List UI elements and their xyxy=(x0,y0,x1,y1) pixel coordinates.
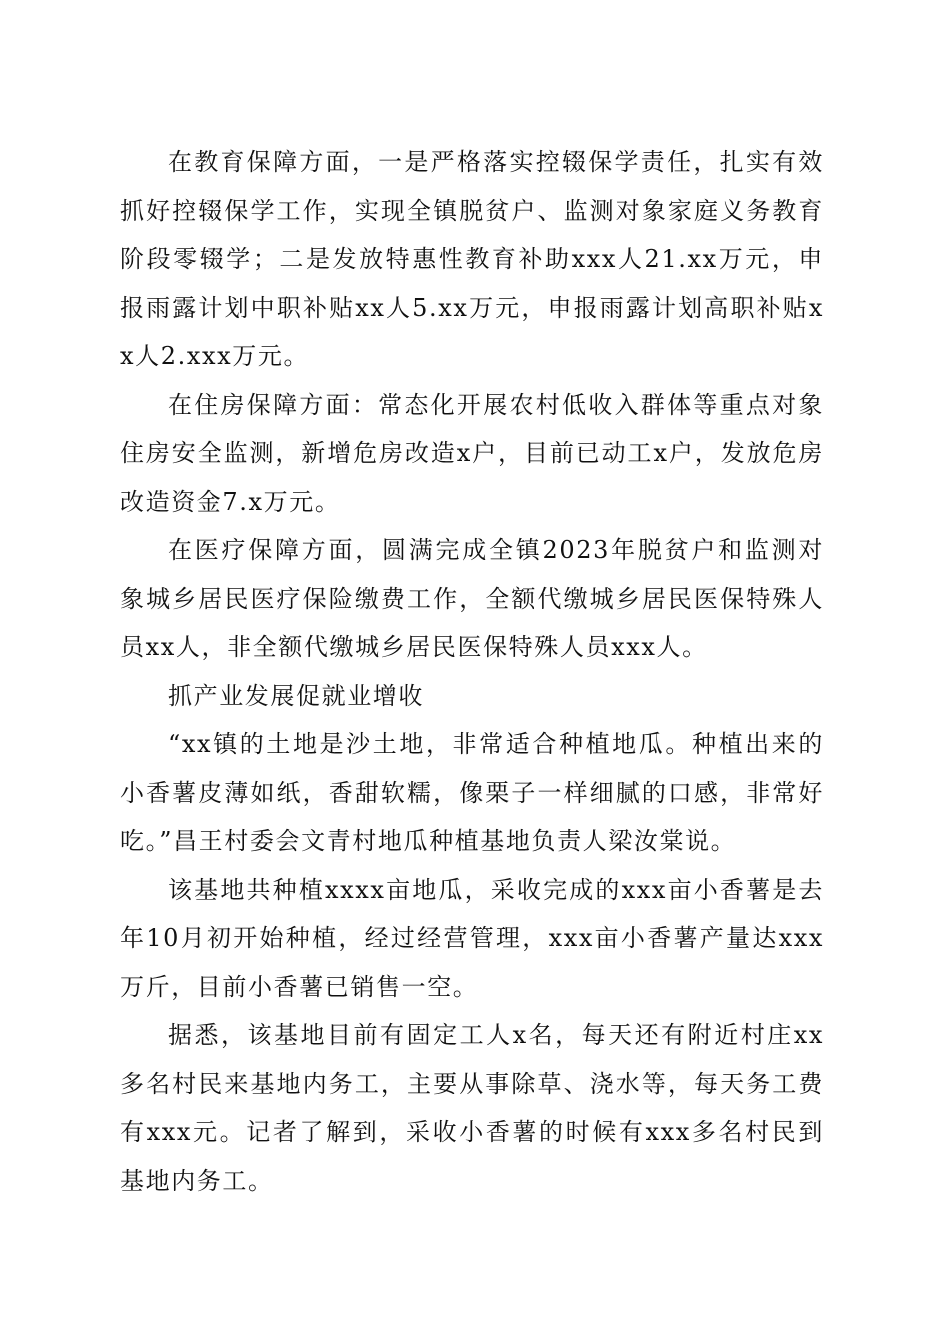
paragraph-education: 在教育保障方面，一是严格落实控辍保学责任，扎实有效抓好控辍保学工作，实现全镇脱贫户、监测对象家庭义务教育阶段零辍学；二是发放特惠性教育补助xxx人21.xx万元，申报雨露计划中职补贴xx人5.xx万元，申报雨露计划高职补贴xx人2.xxx万元。 xyxy=(120,148,824,370)
paragraph-medical: 在医疗保障方面，圆满完成全镇2023年脱贫户和监测对象城乡居民医疗保险缴费工作，全额代缴城乡居民医保特殊人员xx人，非全额代缴城乡居民医保特殊人员xxx人。 xyxy=(120,536,824,661)
section-heading-industry: 抓产业发展促就业增收 xyxy=(168,681,424,710)
paragraph-quote: “xx镇的土地是沙土地，非常适合种植地瓜。种植出来的小香薯皮薄如纸，香甜软糯，像栗子一样细腻的口感，非常好吃。”昌王村委会文青村地瓜种植基地负责人梁汝棠说。 xyxy=(120,730,824,855)
paragraph-planting: 该基地共种植xxxx亩地瓜，采收完成的xxx亩小香薯是去年10月初开始种植，经过经营管理，xxx亩小香薯产量达xxx万斤，目前小香薯已销售一空。 xyxy=(120,875,824,1001)
paragraph-employment: 据悉，该基地目前有固定工人x名，每天还有附近村庄xx多名村民来基地内务工，主要从事除草、浇水等，每天务工费有xxx元。记者了解到，采收小香薯的时候有xxx多名村民到基地内务工。 xyxy=(120,1021,824,1195)
document-page xyxy=(120,138,824,1205)
paragraph-housing: 在住房保障方面：常态化开展农村低收入群体等重点对象住房安全监测，新增危房改造x户，目前已动工x户，发放危房改造资金7.x万元。 xyxy=(120,390,824,516)
